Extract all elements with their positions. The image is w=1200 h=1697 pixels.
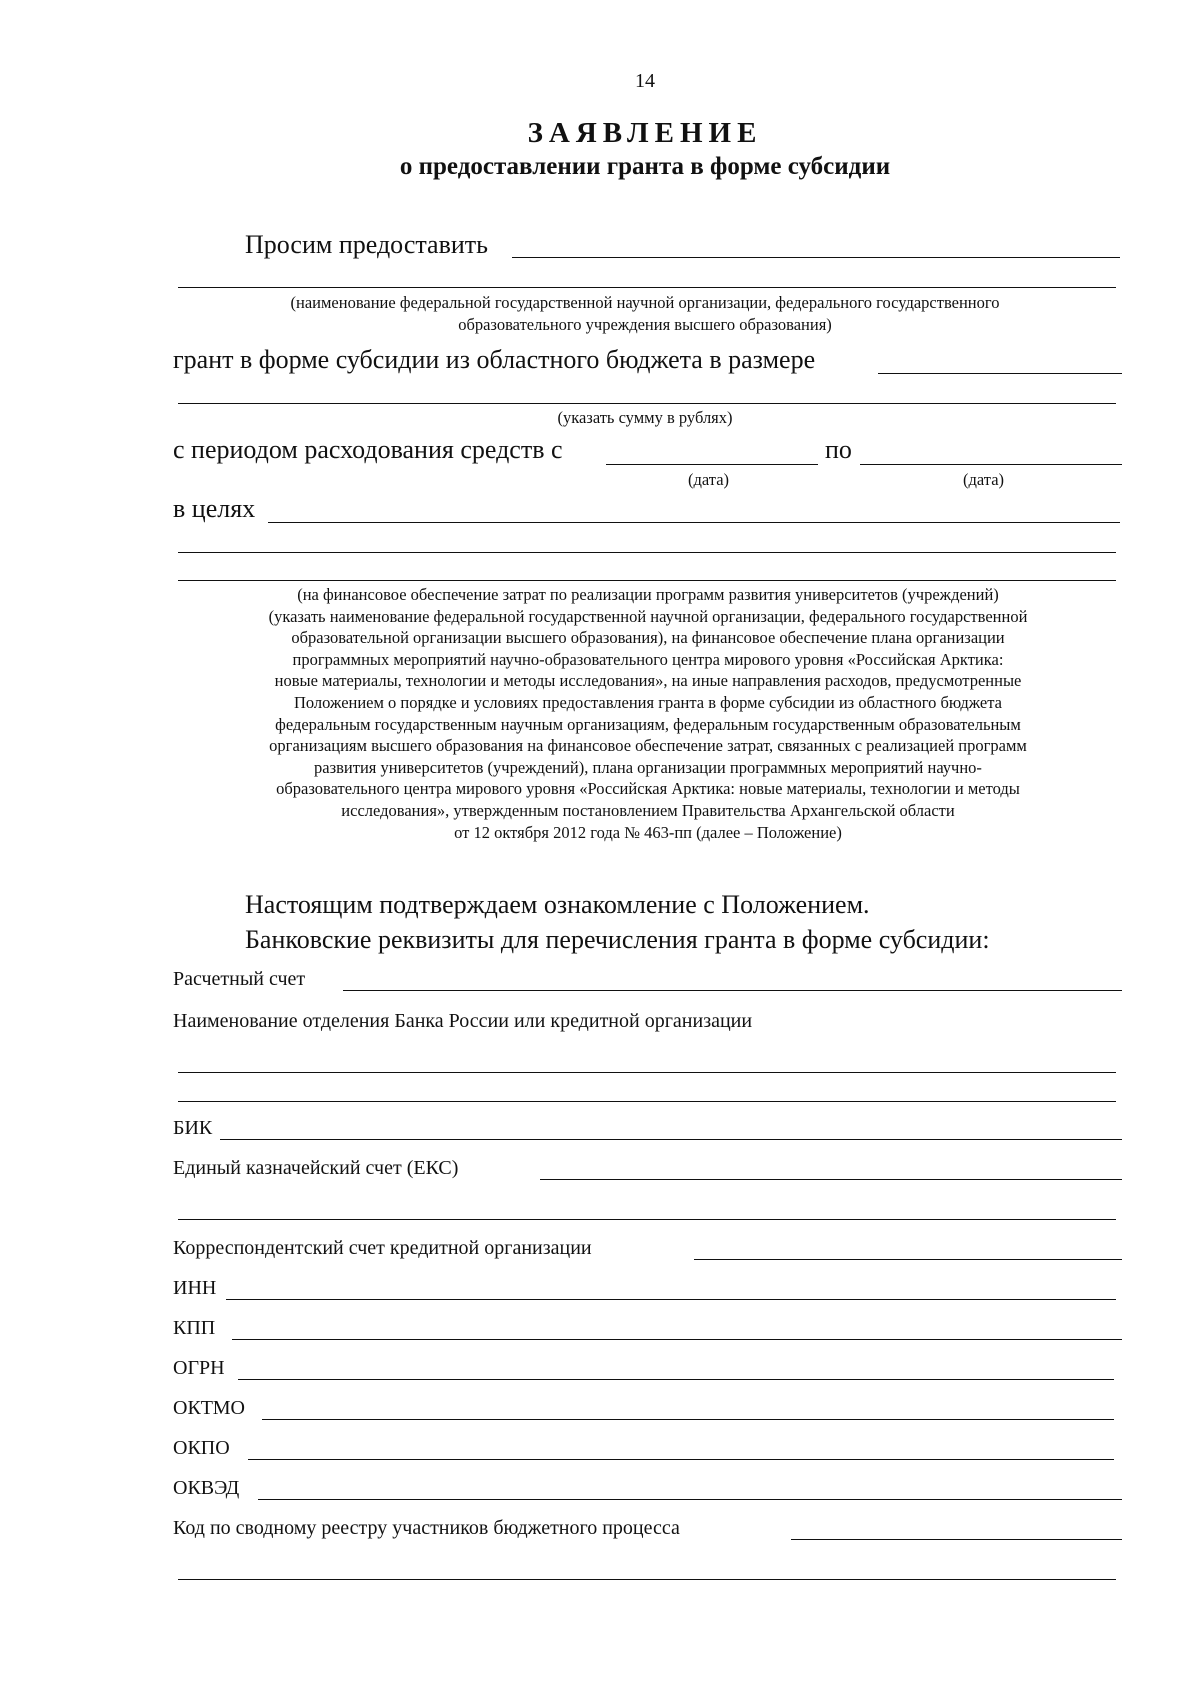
document-title: ЗАЯВЛЕНИЕ — [527, 117, 763, 149]
bank-name-field-line-2[interactable] — [178, 1101, 1116, 1102]
ogrn-field[interactable] — [238, 1379, 1114, 1380]
bank-name-label: Наименование отделения Банка России или кредитной организации — [173, 1010, 753, 1032]
purpose-field-line-2[interactable] — [178, 552, 1116, 553]
budget-code-field[interactable] — [791, 1539, 1122, 1540]
purpose-note-line: развития университетов (учреждений), плана организации программных мероприятий научно- — [314, 757, 982, 777]
eks-field-line-2[interactable] — [178, 1219, 1116, 1220]
document-subtitle: о предоставлении гранта в форме субсидии — [399, 153, 891, 180]
purpose-field-line-1[interactable] — [268, 522, 1120, 523]
request-field-line[interactable] — [512, 257, 1120, 258]
kpp-field[interactable] — [232, 1339, 1122, 1340]
bank-details-intro: Банковские реквизиты для перечисления гранта в форме субсидии: — [245, 925, 990, 954]
eks-label: Единый казначейский счет (ЕКС) — [173, 1157, 459, 1179]
inn-label: ИНН — [173, 1277, 217, 1299]
eks-field[interactable] — [540, 1179, 1122, 1180]
oktmo-field[interactable] — [262, 1419, 1114, 1420]
purpose-note-line: новые материалы, технологии и методы исследования», на иные направления расходов, предусмотренные — [274, 671, 1022, 691]
period-label-to: по — [825, 435, 852, 464]
oktmo-label: ОКТМО — [173, 1397, 245, 1419]
page-number: 14 — [635, 70, 655, 92]
corr-account-field[interactable] — [694, 1259, 1122, 1260]
grant-amount-label: грант в форме субсидии из областного бюджета в размере — [173, 345, 816, 374]
request-note-line-1: (наименование федеральной государственной научной организации, федерального государственного — [290, 293, 1000, 312]
request-label: Просим предоставить — [245, 230, 488, 259]
budget-code-label: Код по сводному реестру участников бюджетного процесса — [173, 1517, 680, 1539]
purpose-note-line: федеральным государственным научным организациям, федеральным государственным образовательным — [275, 714, 1021, 734]
purpose-note-line: организациям высшего образования на финансовое обеспечение затрат, связанных с реализацией программ — [269, 736, 1027, 756]
budget-code-field-line-2[interactable] — [178, 1579, 1116, 1580]
confirmation-text: Настоящим подтверждаем ознакомление с Положением. — [245, 890, 870, 919]
grant-amount-field-line-2[interactable] — [178, 403, 1116, 404]
okpo-field[interactable] — [248, 1459, 1114, 1460]
purpose-note-line: (на финансовое обеспечение затрат по реализации программ развития университетов (учреждений) — [297, 585, 999, 604]
period-date-note-2: (дата) — [963, 470, 1005, 489]
period-date-note-1: (дата) — [688, 470, 730, 489]
purpose-note-line: (указать наименование федеральной государственной научной организации, федерального государственной — [268, 606, 1028, 626]
corr-account-label: Корреспондентский счет кредитной организации — [173, 1237, 592, 1259]
period-label-from: с периодом расходования средств с — [173, 435, 563, 464]
request-note-line-2: образовательного учреждения высшего образования) — [458, 315, 832, 334]
period-to-field[interactable] — [860, 464, 1122, 465]
purpose-note-line: исследования», утвержденным постановлением Правительства Архангельской области — [341, 800, 955, 820]
purpose-note-line: образовательной организации высшего образования), на финансовое обеспечение плана организации — [291, 628, 1005, 648]
purpose-note — [178, 584, 1118, 843]
account-label: Расчетный счет — [173, 968, 306, 990]
purpose-label: в целях — [173, 494, 256, 523]
purpose-note-line: программных мероприятий научно-образовательного центра мирового уровня «Российская Арктика: — [292, 649, 1004, 669]
ogrn-label: ОГРН — [173, 1357, 225, 1379]
bik-label: БИК — [173, 1117, 213, 1139]
purpose-note-line: от 12 октября 2012 года № 463-пп (далее – Положение) — [454, 822, 842, 842]
purpose-note-line: образовательного центра мирового уровня «Российская Арктика: новые материалы, технологии и методы — [276, 779, 1020, 799]
bik-field[interactable] — [220, 1139, 1122, 1140]
bank-name-field-line-1[interactable] — [178, 1072, 1116, 1073]
grant-amount-field-line[interactable] — [878, 373, 1122, 374]
purpose-field-line-3[interactable] — [178, 580, 1116, 581]
account-field[interactable] — [343, 990, 1122, 991]
okpo-label: ОКПО — [173, 1437, 230, 1459]
okved-field[interactable] — [258, 1499, 1122, 1500]
okved-label: ОКВЭД — [173, 1477, 240, 1499]
request-field-line-2[interactable] — [178, 287, 1116, 288]
period-from-field[interactable] — [606, 464, 818, 465]
grant-amount-note: (указать сумму в рублях) — [557, 408, 733, 427]
purpose-note-line: Положением о порядке и условиях предоставления гранта в форме субсидии из областного бюджета — [293, 692, 1002, 712]
kpp-label: КПП — [173, 1317, 216, 1339]
inn-field[interactable] — [226, 1299, 1116, 1300]
